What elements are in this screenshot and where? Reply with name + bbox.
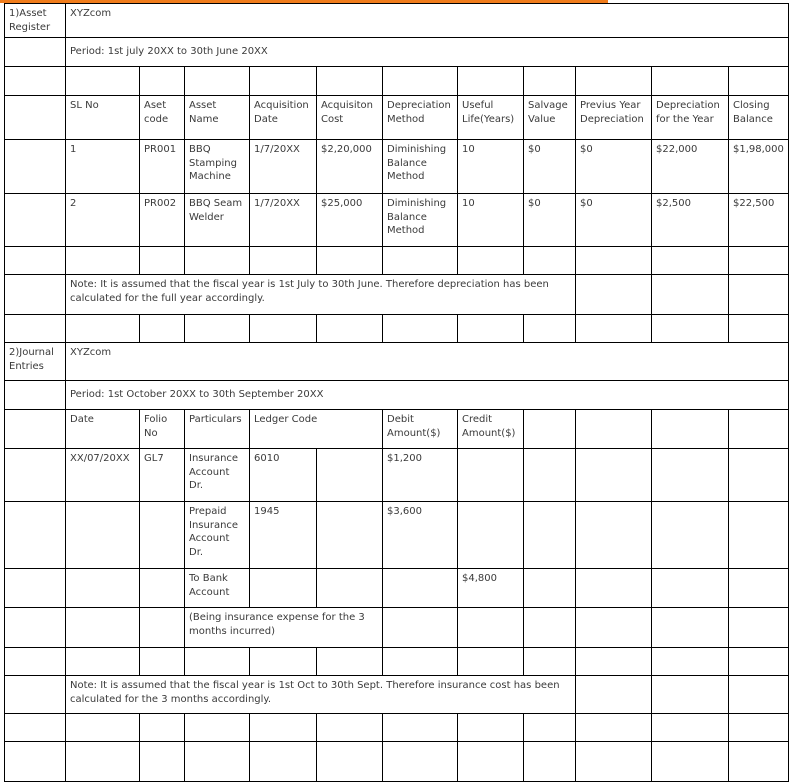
asset-register-period-row <box>5 38 789 67</box>
blank-row <box>5 742 789 782</box>
journal-narration-row <box>5 608 789 648</box>
journal-folio-cell: GL7 <box>140 449 185 502</box>
journal-folio-cell <box>140 502 185 569</box>
asset-row <box>5 194 789 247</box>
closing-balance-cell: $22,500 <box>729 194 789 247</box>
blank-row <box>5 714 789 742</box>
journal-section-label: 2)Journal Entries <box>5 343 66 381</box>
journal-particulars-cell: To Bank Account <box>185 569 250 608</box>
journal-debit-cell: $3,600 <box>383 502 458 569</box>
blank-row <box>5 648 789 676</box>
salvage-value-cell: $0 <box>524 194 576 247</box>
journal-folio-cell <box>140 569 185 608</box>
journal-company: XYZcom <box>66 343 789 381</box>
col-header-date: Date <box>66 410 140 449</box>
asset-register-company: XYZcom <box>66 4 789 38</box>
col-header-previous-year-depreciation: Previus Year Depreciation <box>576 96 652 140</box>
journal-period-row <box>5 381 789 410</box>
acquisition-date-cell: 1/7/20XX <box>250 194 317 247</box>
useful-life-cell: 10 <box>458 140 524 194</box>
col-header-folio-no: Folio No <box>140 410 185 449</box>
col-header-ledger-code: Ledger Code <box>250 410 383 449</box>
asset-name-cell: BBQ Stamping Machine <box>185 140 250 194</box>
journal-ledger-code-cell <box>250 569 317 608</box>
acquisition-cost-cell: $25,000 <box>317 194 383 247</box>
col-header-useful-life: Useful Life(Years) <box>458 96 524 140</box>
depreciation-for-year-cell: $22,000 <box>652 140 729 194</box>
col-header-credit-amount: Credit Amount($) <box>458 410 524 449</box>
journal-credit-cell <box>458 502 524 569</box>
col-header-depreciation-method: Depreciation Method <box>383 96 458 140</box>
acquisition-date-cell: 1/7/20XX <box>250 140 317 194</box>
journal-date-cell <box>66 502 140 569</box>
asset-register-header-row <box>5 96 789 140</box>
depreciation-method-cell: Diminishing Balance Method <box>383 194 458 247</box>
journal-entry-row <box>5 502 789 569</box>
sl-no-cell: 2 <box>66 194 140 247</box>
journal-narration: (Being insurance expense for the 3 months incurred) <box>185 608 383 648</box>
journal-credit-cell <box>458 449 524 502</box>
journal-debit-cell: $1,200 <box>383 449 458 502</box>
blank-row <box>5 315 789 343</box>
spreadsheet-table <box>4 3 789 782</box>
col-header-asset-name: Asset Name <box>185 96 250 140</box>
asset-code-cell: PR002 <box>140 194 185 247</box>
col-header-acquisition-cost: Acquisiton Cost <box>317 96 383 140</box>
col-header-acquisition-date: Acquisition Date <box>250 96 317 140</box>
salvage-value-cell: $0 <box>524 140 576 194</box>
col-header-depreciation-for-year: Depreciation for the Year <box>652 96 729 140</box>
col-header-asset-code: Aset code <box>140 96 185 140</box>
asset-register-note: Note: It is assumed that the fiscal year is 1st July to 30th June. Therefore depreciation has been calculated for the full year accordingly. <box>66 275 576 315</box>
journal-period: Period: 1st October 20XX to 30th September 20XX <box>66 381 789 410</box>
previous-year-depreciation-cell: $0 <box>576 194 652 247</box>
col-header-sl-no: SL No <box>66 96 140 140</box>
journal-title-row <box>5 343 789 381</box>
depreciation-for-year-cell: $2,500 <box>652 194 729 247</box>
sl-no-cell: 1 <box>66 140 140 194</box>
journal-particulars-cell: Insurance Account Dr. <box>185 449 250 502</box>
acquisition-cost-cell: $2,20,000 <box>317 140 383 194</box>
asset-code-cell: PR001 <box>140 140 185 194</box>
journal-debit-cell <box>383 569 458 608</box>
blank-row <box>5 247 789 275</box>
asset-register-section-label: 1)Asset Register <box>5 4 66 38</box>
blank-row <box>5 67 789 96</box>
journal-entry-row <box>5 449 789 502</box>
journal-date-cell: XX/07/20XX <box>66 449 140 502</box>
journal-credit-cell: $4,800 <box>458 569 524 608</box>
journal-header-row <box>5 410 789 449</box>
closing-balance-cell: $1,98,000 <box>729 140 789 194</box>
useful-life-cell: 10 <box>458 194 524 247</box>
journal-date-cell <box>66 569 140 608</box>
journal-note: Note: It is assumed that the fiscal year is 1st Oct to 30th Sept. Therefore insurance cost has been calculated for the 3 months accordingly. <box>66 676 576 714</box>
journal-ledger-code-cell: 6010 <box>250 449 317 502</box>
previous-year-depreciation-cell: $0 <box>576 140 652 194</box>
col-header-closing-balance: Closing Balance <box>729 96 789 140</box>
journal-note-row <box>5 676 789 714</box>
asset-register-note-row <box>5 275 789 315</box>
col-header-debit-amount: Debit Amount($) <box>383 410 458 449</box>
journal-ledger-code-cell: 1945 <box>250 502 317 569</box>
asset-row <box>5 140 789 194</box>
asset-register-period: Period: 1st july 20XX to 30th June 20XX <box>66 38 789 67</box>
col-header-salvage-value: Salvage Value <box>524 96 576 140</box>
asset-register-title-row <box>5 4 789 38</box>
journal-entry-row <box>5 569 789 608</box>
depreciation-method-cell: Diminishing Balance Method <box>383 140 458 194</box>
asset-name-cell: BBQ Seam Welder <box>185 194 250 247</box>
col-header-particulars: Particulars <box>185 410 250 449</box>
journal-particulars-cell: Prepaid Insurance Account Dr. <box>185 502 250 569</box>
